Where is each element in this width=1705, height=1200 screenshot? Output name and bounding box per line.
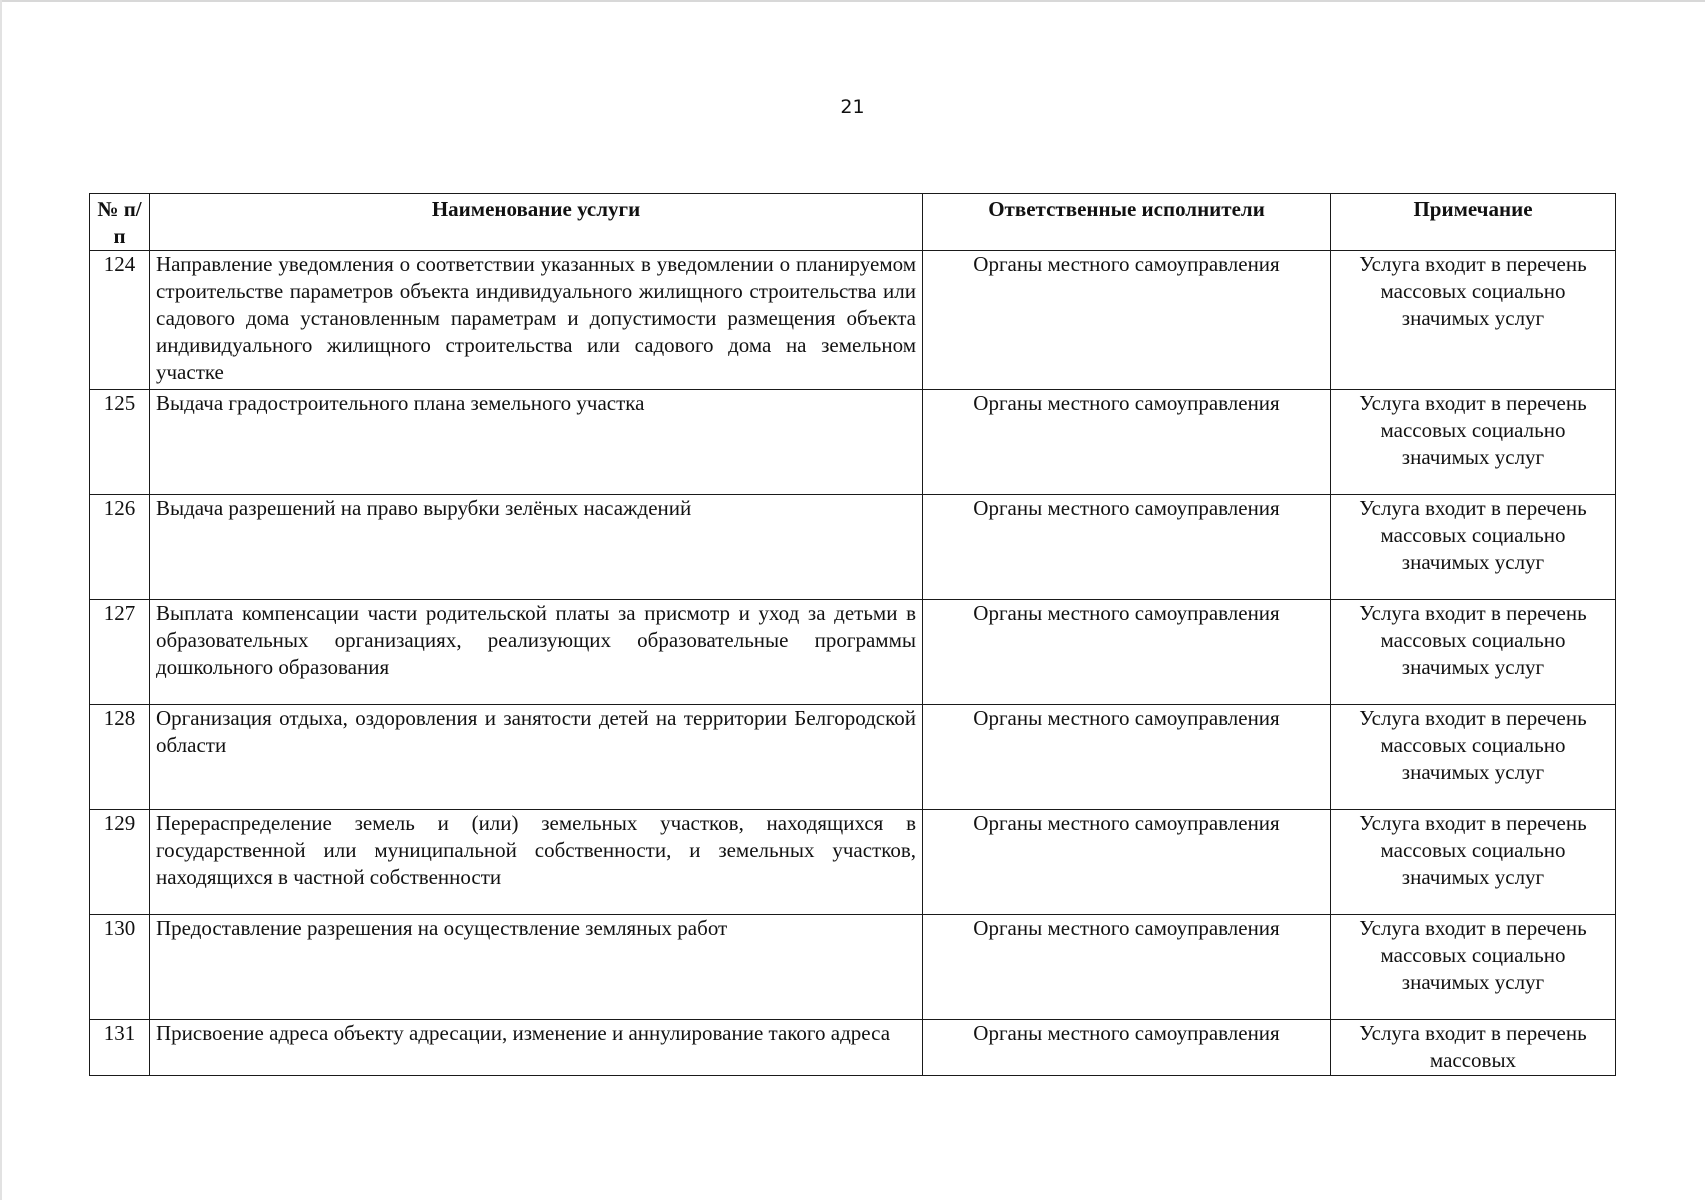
- table-row: [90, 1020, 1616, 1076]
- responsible-executors: Органы местного самоуправления: [923, 600, 1331, 705]
- service-name: Выплата компенсации части родительской платы за присмотр и уход за детьми в образовательных организациях, реализующих образовательные программы дошкольного образования: [150, 600, 923, 705]
- table-row: [90, 251, 1616, 390]
- table-row: [90, 390, 1616, 495]
- note: Услуга входит в перечень массовых: [1331, 1020, 1616, 1076]
- table-header-row: [90, 194, 1616, 251]
- table-row: [90, 495, 1616, 600]
- scan-edge-top: [0, 0, 1705, 2]
- table-row: [90, 705, 1616, 810]
- service-name: Организация отдыха, оздоровления и занятости детей на территории Белгородской области: [150, 705, 923, 810]
- service-name: Направление уведомления о соответствии указанных в уведомлении о планируемом строительстве параметров объекта индивидуального жилищного строительства или садового дома установленным параметрам и допустимости размещения объекта индивидуального жилищного строительства или садового дома на земельном участке: [150, 251, 923, 390]
- responsible-executors: Органы местного самоуправления: [923, 915, 1331, 1020]
- row-number: 128: [90, 705, 150, 810]
- page-number: 21: [840, 96, 865, 118]
- note: Услуга входит в перечень массовых социально значимых услуг: [1331, 705, 1616, 810]
- responsible-executors: Органы местного самоуправления: [923, 810, 1331, 915]
- note: Услуга входит в перечень массовых социально значимых услуг: [1331, 251, 1616, 390]
- row-number: 126: [90, 495, 150, 600]
- service-name: Предоставление разрешения на осуществление земляных работ: [150, 915, 923, 1020]
- services-table: [89, 193, 1616, 1076]
- responsible-executors: Органы местного самоуправления: [923, 390, 1331, 495]
- row-number: 130: [90, 915, 150, 1020]
- row-number: 131: [90, 1020, 150, 1076]
- responsible-executors: Органы местного самоуправления: [923, 705, 1331, 810]
- service-name: Выдача градостроительного плана земельного участка: [150, 390, 923, 495]
- note: Услуга входит в перечень массовых социально значимых услуг: [1331, 390, 1616, 495]
- table-row: [90, 600, 1616, 705]
- service-name: Перераспределение земель и (или) земельных участков, находящихся в государственной или муниципальной собственности, и земельных участков, находящихся в частной собственности: [150, 810, 923, 915]
- row-number: 125: [90, 390, 150, 495]
- responsible-executors: Органы местного самоуправления: [923, 495, 1331, 600]
- responsible-executors: Органы местного самоуправления: [923, 251, 1331, 390]
- header-note: Примечание: [1331, 194, 1616, 251]
- table-row: [90, 915, 1616, 1020]
- row-number: 129: [90, 810, 150, 915]
- service-name: Выдача разрешений на право вырубки зелёных насаждений: [150, 495, 923, 600]
- header-executors: Ответственные исполнители: [923, 194, 1331, 251]
- header-service-name: Наименование услуги: [150, 194, 923, 251]
- table-row: [90, 810, 1616, 915]
- note: Услуга входит в перечень массовых социально значимых услуг: [1331, 915, 1616, 1020]
- header-num: № п/п: [90, 194, 150, 251]
- row-number: 127: [90, 600, 150, 705]
- note: Услуга входит в перечень массовых социально значимых услуг: [1331, 600, 1616, 705]
- service-name: Присвоение адреса объекту адресации, изменение и аннулирование такого адреса: [150, 1020, 923, 1076]
- note: Услуга входит в перечень массовых социально значимых услуг: [1331, 810, 1616, 915]
- scan-edge-left: [0, 0, 2, 1200]
- note: Услуга входит в перечень массовых социально значимых услуг: [1331, 495, 1616, 600]
- responsible-executors: Органы местного самоуправления: [923, 1020, 1331, 1076]
- row-number: 124: [90, 251, 150, 390]
